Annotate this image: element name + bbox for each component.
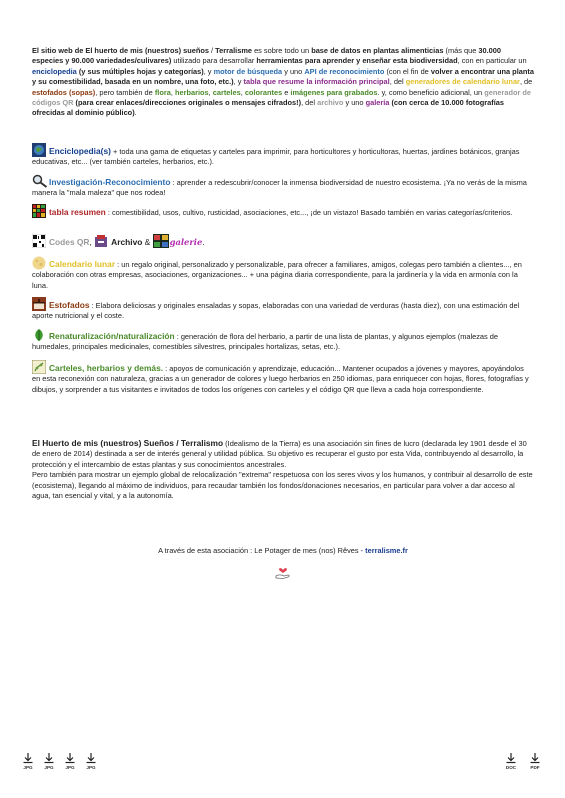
colorants-link[interactable]: colorantes [244, 87, 283, 97]
intro-s43: (con cerca de 10.000 fotografías ofrecidas al dominio público) [32, 98, 505, 118]
leaf-icon[interactable] [32, 328, 46, 342]
intro-s28: , [170, 87, 175, 97]
download-arrow-icon [43, 752, 55, 764]
donation-hand-icon[interactable] [275, 564, 291, 580]
stews-text: : Elabora deliciosas y originales ensaladas y sopas, elaboradas con una variedad de verduras (hasta diez), con una estimación del aporte nutricional y el coste. [32, 301, 520, 321]
intro-s34: e [282, 87, 291, 97]
intro-s36: . y, como beneficio adicional, un [377, 87, 485, 97]
download-label: PDF [530, 765, 540, 770]
qr-code-icon[interactable] [32, 234, 46, 248]
intro-s32: , [240, 87, 245, 97]
lunar-text: : un regalo original, personalizado y personalizable, para ofrecer a familiares, amigos, colegas pero también a clientes..., en colaboración con otras empresas, asociaciones, organizaciones... + una página diaria correspondiente, para la jardinería y la vida en armonía con la luna. [32, 260, 522, 290]
renat-text: : generación de flora del herbario, a partir de una lista de plantas, y algunos ejemplos (malezas de humedales, principales medicinales, comestibles silvestres, principales hortalizas, setas, etc.). [32, 332, 498, 352]
terralisme-site-link[interactable]: terralisme.fr [365, 546, 408, 555]
intro-s9: utilizado para desarrollar [171, 56, 257, 66]
feature-renaturalization [32, 328, 534, 353]
download-label: JPG [65, 765, 75, 770]
intro-s19: volver a encontrar una planta y su comestibilidad, basada en un nombre, una foto, etc.) [32, 66, 534, 87]
terralisme-link[interactable]: Terralisme [215, 46, 253, 55]
site-name-link[interactable]: El huerto de mis (nuestros) sueños [85, 46, 209, 55]
intro-s20: , y [233, 77, 244, 87]
tools-amp: & [142, 237, 153, 247]
association-paragraph [32, 438, 534, 501]
download-arrow-icon [529, 752, 541, 764]
intro-s18: (con el fin de [384, 66, 431, 76]
intro-s22: , del [389, 77, 406, 87]
research-title[interactable]: Investigación-Reconocimiento [49, 177, 171, 187]
encyclopedia-link[interactable]: enciclopedia [32, 66, 77, 76]
pot-icon[interactable] [32, 297, 46, 311]
magnifier-icon[interactable] [32, 174, 46, 188]
download-jpg-3[interactable] [62, 752, 78, 778]
intro-paragraph [32, 46, 534, 119]
download-label: JPG [23, 765, 33, 770]
download-arrow-icon [22, 752, 34, 764]
lunar-link[interactable]: generadores de calendario lunar [405, 77, 520, 87]
download-jpg-1[interactable] [20, 752, 36, 778]
association-p2: Pero también para mostrar un ejemplo global de relocalización "extrema" respetuosa con los seres vivos y los humanos, y contribuir al desarrollo de este (ecosistema), llegando al máximo de individuos, para recaudar también los fondos/donaciones necesarios, en particular para volver a dar acceso al agua, tan esencial y vital, y a la autonomía. [32, 470, 533, 501]
search-engine-link[interactable]: motor de búsqueda [213, 66, 283, 76]
intro-s13: (y sus múltiples hojas y categorías) [76, 66, 204, 76]
posters-link[interactable]: carteles [212, 87, 241, 97]
feature-lunar [32, 256, 534, 291]
globe-icon[interactable] [32, 143, 46, 157]
research-text: : aprender a redescubrir/conocer la inmensa biodiversidad de nuestro ecosistema. ¡Ya no verás de la misma manera la "mala maleza" que nos rodea! [32, 178, 527, 198]
feature-tools [32, 234, 534, 249]
encyclopedia-title[interactable]: Enciclopedia(s) [49, 146, 111, 156]
stews-link[interactable]: estofados (sopas) [32, 87, 96, 97]
flora-link[interactable]: flora [154, 87, 171, 97]
download-doc[interactable] [503, 752, 519, 778]
feature-table [32, 204, 534, 218]
posters-text: : apoyos de comunicación y aprendizaje, educación... Mantener ocupados a jóvenes y mayores, apoyándolos en esta reconexión con naturaleza, gracias a un generador de colores y luego herbarios en 250 idiomas, para enriquecer con hojas, flores, fotografías y dibujos, y sorprender a tus visitantes e invitados de todos los orígenes con carteles y el código QR que lleva a cada hoja correspondiente. [32, 364, 529, 394]
association-name: El Huerto de mis (nuestros) Sueños / Terralismo [32, 438, 224, 448]
gallery-icon[interactable] [153, 234, 167, 248]
qr-codes-link[interactable]: Codes QR [49, 237, 90, 247]
download-label: JPG [86, 765, 96, 770]
posters-title[interactable]: Carteles, herbarios y demás. [49, 363, 164, 373]
archive-link[interactable]: archivo [317, 98, 344, 108]
download-label: DOC [505, 765, 517, 770]
stews-title[interactable]: Estofados [49, 300, 90, 310]
renat-title[interactable]: Renaturalización/naturalización [49, 331, 175, 341]
herbarium-link[interactable]: herbarios [174, 87, 209, 97]
intro-s26: , pero también de [95, 87, 155, 97]
intro-s1: El sitio web de [32, 46, 86, 55]
association-p1: (Idealismo de la Tierra) es una asociación sin fines de lucro (declarada ley 1901 desde el 30 de enero de 2014) destinada a ser de interés general y utilidad pública. Su objetivo es recuperar el gusto por esta Vida, contribuyendo al desarrollo, la protección y el intercambio de estas plantas y sus conocimientos ancestrales. [32, 439, 527, 469]
download-pdf[interactable] [527, 752, 543, 778]
download-arrow-icon [85, 752, 97, 764]
intro-s39: , del [301, 98, 318, 108]
footer-via: A través de esta asociación : Le Potager de mes (nos) Rêves - [158, 546, 366, 555]
moon-icon[interactable] [32, 256, 46, 270]
encyclopedia-text: + toda una gama de etiquetas y carteles para imprimir, para horticultores y horticultoras, huertas, jardines botánicos, granjas educativas, etc... (ver también carteles, herbarios, etc.). [32, 147, 520, 167]
download-jpg-4[interactable] [83, 752, 99, 778]
intro-s16: y uno [282, 66, 305, 76]
footer-line [32, 546, 534, 556]
tools-text: herramientas para aprender y enseñar esta biodiversidad [256, 56, 458, 66]
species-count: 30.000 especies y 90.000 variedades/culivares) [32, 46, 501, 66]
api-link[interactable]: API de reconocimiento [304, 66, 385, 76]
download-label: JPG [44, 765, 54, 770]
tools-dot: . [202, 237, 205, 247]
lunar-title[interactable]: Calendario lunar [49, 259, 116, 269]
poster-icon[interactable] [32, 360, 46, 374]
download-arrow-icon [505, 752, 517, 764]
feature-posters [32, 360, 534, 395]
archive-tool-link[interactable]: Archivo [111, 237, 143, 247]
intro-s14: , y [203, 66, 214, 76]
intro-s30: , [208, 87, 213, 97]
intro-s41: y uno [343, 98, 366, 108]
feature-stews [32, 297, 534, 322]
tools-sep: , [89, 237, 95, 247]
feature-research [32, 174, 534, 199]
summary-table-link[interactable]: tabla que resume la información principal [243, 77, 390, 87]
intro-s24: , de [519, 77, 533, 87]
gallery-tool-link[interactable]: galerie [169, 237, 203, 247]
engraving-images-link[interactable]: imágenes para grabados [290, 87, 378, 97]
archive-icon[interactable] [94, 234, 108, 248]
database-text: base de datos en plantas alimenticias [311, 46, 444, 55]
table-icon[interactable] [32, 204, 46, 218]
gallery-link[interactable]: galería [365, 98, 390, 108]
qr-generator-link[interactable]: generador de códigos QR [32, 87, 532, 108]
download-jpg-2[interactable] [41, 752, 57, 778]
download-arrow-icon [64, 752, 76, 764]
table-title[interactable]: tabla resumen [49, 207, 106, 217]
intro-s38: (para crear enlaces/direcciones originales o mensajes cifrados!) [73, 98, 302, 108]
table-text: : comestibilidad, usos, cultivo, rusticidad, asociaciones, etc..., ¡de un vistazo! Basado también en varias categorías/criterios. [105, 208, 513, 217]
intro-s7: (más que [443, 46, 479, 55]
intro-s3: / [209, 46, 216, 55]
feature-encyclopedia [32, 143, 534, 168]
intro-s11: , con en particular un [457, 56, 527, 66]
intro-s44: . [134, 108, 137, 118]
intro-s5: es sobre todo un [252, 46, 312, 55]
